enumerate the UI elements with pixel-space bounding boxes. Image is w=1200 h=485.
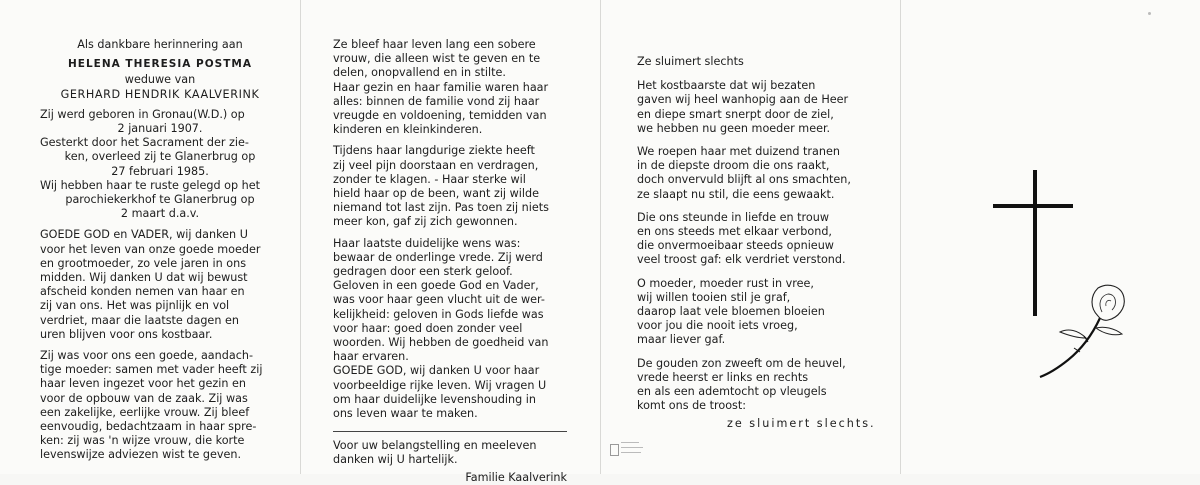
text-line: Zij was voor ons een goede, aandach- [40,349,253,363]
text-line: tige moeder: samen met vader heeft zij [40,363,263,377]
corner-mark [1148,12,1151,15]
text-line: uren blijven voor ons kostbaar. [40,327,213,341]
poem-line: en als een ademtocht op vleugels [637,385,827,399]
bio-line: Wij hebben haar te ruste gelegd op het [40,178,261,192]
text-line: zonder te klagen. - Haar sterke wil [333,172,526,186]
text-line: Ze bleef haar leven lang een sobere [333,38,536,51]
text-line: vreugde en voldoening, temidden van [333,109,547,123]
text-line: Haar gezin en haar familie waren haar [333,80,549,94]
poem-line: en ons steeds met elkaar verbond, [637,225,832,239]
text-line: meer kon, gaf zij zich gewonnen. [333,215,518,229]
text-line: levenswijze adviezen wist te geven. [40,448,242,462]
fold-line-3 [900,0,901,474]
text-line: zij van ons. Het was pijnlijk en vol [40,299,230,313]
poem-line: daarop laat vele bloemen bloeien [637,305,825,319]
text-line: om haar duidelijke levenshouding in [333,392,536,406]
column-dedication [40,38,280,463]
text-line: gedragen door een sterk geloof. [333,265,513,279]
text-line: was voor haar geen vlucht uit de wer- [333,293,545,307]
text-line: kinderen en kleinkinderen. [333,123,483,137]
sober-life-paragraph [333,38,567,137]
text-line: voor het leven van onze goede moeder [40,242,261,256]
bio-line: parochiekerkhof te Glanerbrug op [65,193,255,207]
intro-text: Als dankbare herinnering aan [77,38,243,51]
thanks-note [333,439,567,467]
poem-line: Het kostbaarste dat wij bezaten [637,79,816,93]
husband-name: GERHARD HENDRIK KAALVERINK [60,87,260,101]
poem-line: Die ons steunde in liefde en trouw [637,210,829,224]
poem-line: wij willen tooien stil je graf, [637,290,791,304]
text-line: verdriet, maar die laatste dagen en [40,313,239,327]
poem-stanza [637,277,882,348]
fold-line-2 [600,0,601,474]
bio-line: ken, overleed zij te Glanerbrug op [64,150,256,164]
poem-line: gaven wij heel wanhopig aan de Heer [637,93,849,107]
poem-stanza [637,211,882,268]
text-line: midden. Wij danken U dat wij bewust [40,271,248,285]
text-line: hield haar op de been, want zij wilde [333,187,539,201]
poem-line: O moeder, moeder rust in vree, [637,276,814,290]
text-line: bewaar de onderlinge vrede. Zij werd [333,250,543,264]
bio-block [40,108,280,222]
widow-of-text: weduwe van [124,73,196,87]
poem-line: komt ons de troost: [637,399,747,413]
poem-line: De gouden zon zweeft om de heuvel, [637,356,846,370]
text-line: een zakelijke, eerlijke vrouw. Zij bleef [40,405,250,419]
fold-line-1 [300,0,301,474]
text-line: woorden. Wij hebben de goedheid van [333,336,549,350]
text-line: en grootmoeder, zo vele jaren in ons [40,256,247,270]
printer-stamp [610,438,646,460]
deceased-name: HELENA THERESIA POSTMA [68,58,252,71]
poem-line: vrede heerst er links en rechts [637,370,809,384]
text-line: delen, onopvallend en in stilte. [333,66,506,80]
text-line: alles: binnen de familie vond zij haar [333,94,540,108]
text-line: Voor uw belangstelling en meeleven [333,439,537,453]
divider [333,431,567,432]
poem-line: veel troost gaf: elk verdriet verstond. [637,253,846,267]
poem-stanza [637,357,882,414]
text-line: niemand tot last zijn. Pas toen zij niets [333,201,549,215]
rose-icon [1038,278,1148,378]
mother-paragraph [40,349,280,463]
text-line: GOEDE GOD en VADER, wij danken U [40,228,248,242]
bio-line: Zij werd geboren in Gronau(W.D.) op [40,107,245,121]
text-line: afscheid konden nemen van haar en [40,285,245,299]
text-line: Tijdens haar langdurige ziekte heeft [333,144,535,158]
text-line: ken: zij was 'n wijze vrouw, die korte [40,434,245,448]
poem-stanza [637,145,882,202]
column-remembrance [333,38,567,485]
poem-line: en diepe smart snerpt door de ziel, [637,107,834,121]
poem-line: We roepen haar met duizend tranen [637,145,840,159]
poem-line: doch onvervuld blijft al ons smachten, [637,173,851,187]
text-line: danken wij U hartelijk. [333,453,458,467]
text-line: voor haar: goed doen zonder veel [333,321,523,335]
bio-line: 2 maart d.a.v. [120,207,200,221]
column-poem [637,55,882,432]
text-line: GOEDE GOD, wij danken U voor haar [333,364,540,378]
illness-paragraph [333,144,567,229]
text-line: haar leven ingezet voor het gezin en [40,377,246,391]
poem-line: die onvermoeibaar steeds opnieuw [637,239,834,253]
poem-line: voor jou die nooit iets vroeg, [637,319,798,333]
family-signature: Familie Kaalverink [465,470,567,484]
text-line: kelijkheid: geloven in Gods liefde was [333,307,544,321]
poem-title: Ze sluimert slechts [637,55,744,68]
text-line: voorbeeldige rijke leven. Wij vragen U [333,378,547,392]
bio-line: Gesterkt door het Sacrament der zie- [40,136,249,150]
text-line: Haar laatste duidelijke wens was: [333,236,521,250]
text-line: voor de opbouw van de zaak. Zij was [40,391,248,405]
bio-line: 27 februari 1985. [111,164,209,178]
poem-closing: ze sluimert slechts. [727,417,876,431]
poem-stanza [637,79,882,136]
bio-line: 2 januari 1907. [117,122,203,136]
text-line: vrouw, die alleen wist te geven en te [333,52,541,66]
poem-line: ze slaapt nu stil, die eens gewaakt. [637,187,835,201]
poem-line: maar liever gaf. [637,333,726,347]
poem-line: we hebben nu geen moeder meer. [637,121,831,135]
text-line: Geloven in een goede God en Vader, [333,279,539,293]
text-line: haar ervaren. [333,350,409,364]
thanks-paragraph [40,228,280,342]
faith-paragraph [333,237,567,422]
poem-line: in de diepste droom die ons raakt, [637,159,830,173]
text-line: eenvoudig, bedachtzaam in haar spre- [40,420,257,434]
text-line: ons leven waar te maken. [333,407,478,421]
text-line: zij veel pijn doorstaan en verdragen, [333,158,539,172]
